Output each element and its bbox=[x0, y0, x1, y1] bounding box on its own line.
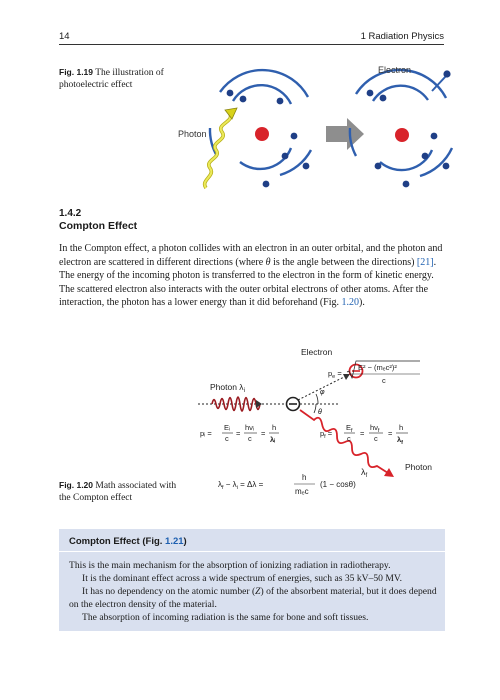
electron-out-label: Electron bbox=[301, 347, 333, 357]
svg-text:Ef: $E_f$ bbox=[346, 423, 353, 434]
para-text-2: is the angle between the directions) bbox=[270, 256, 417, 268]
box-line-1: This is the main mechanism for the absorption of ionizing radiation in radiotherapy. bbox=[69, 560, 391, 571]
nucleus-left bbox=[255, 127, 269, 141]
theta-symbol: θ bbox=[265, 256, 271, 268]
svg-text:hνf: $h\nu_f$ bbox=[370, 423, 380, 434]
box-line-4: The absorption of incoming radiation is the same for bone and soft tissues. bbox=[82, 612, 369, 623]
box-body bbox=[69, 559, 439, 624]
fig20-caption-label: Fig. 1.20 bbox=[59, 480, 94, 490]
photon-in-label: Photon $\lambda_i$ bbox=[210, 382, 245, 394]
theta-label: θ bbox=[318, 409, 322, 416]
svg-text:hνᵢ: hνᵢ bbox=[245, 423, 255, 432]
lambda-f-label: $\lambda_f$ bbox=[361, 467, 368, 479]
incoming-photon-wave bbox=[212, 397, 260, 411]
ejected-electron bbox=[443, 70, 450, 77]
electron-label: Electron bbox=[378, 65, 412, 75]
phi-label: φ bbox=[320, 389, 325, 396]
section-title: Compton Effect bbox=[59, 220, 138, 232]
para-text-3: . The energy of the incoming photon is transferred to the electron in the form of kinetic energy. The scattered electron also interacts with the outer orbital electrons of other atoms. After the interaction, the photon has a lower energy than it did beforehand (Fig. bbox=[59, 256, 437, 309]
para-text-4: ). bbox=[359, 297, 365, 309]
fig20-compton-diagram bbox=[180, 340, 448, 502]
svg-text:c: c bbox=[248, 434, 252, 443]
fig20-caption-text: Math associated with the Compton effect bbox=[59, 481, 177, 503]
compton-summary-box bbox=[59, 529, 445, 631]
fig19-caption-text: The illustration of photoelectric effect bbox=[59, 68, 164, 90]
eq-wavelength-shift bbox=[218, 473, 356, 496]
chapter-title: 1 Radiation Physics bbox=[360, 31, 444, 42]
fig19-photoelectric-illustration bbox=[170, 58, 460, 190]
fig20-caption bbox=[59, 479, 189, 504]
section-number: 1.4.2 bbox=[59, 208, 82, 219]
photon-label: Photon bbox=[178, 129, 207, 139]
svg-text:λf − λi = Δλ =: $\lambda_f - \lambda_i = \Delta\lambda$ = bbox=[218, 480, 264, 491]
box-figure-link[interactable]: 1.21 bbox=[165, 536, 184, 547]
svg-text:pᵢ =: pᵢ = bbox=[200, 429, 212, 438]
svg-text:λf: $\lambda_f$ bbox=[397, 435, 404, 446]
svg-text:c: c bbox=[382, 376, 386, 385]
svg-text:c: c bbox=[347, 434, 351, 443]
fig19-caption-label: Fig. 1.19 bbox=[59, 67, 94, 77]
atom-after bbox=[350, 70, 452, 187]
svg-text:pf =: $p_f$ = bbox=[320, 429, 333, 440]
header-rule bbox=[59, 44, 444, 45]
svg-text:c: c bbox=[374, 434, 378, 443]
svg-text:Eᵢ: Eᵢ bbox=[224, 423, 231, 432]
fig19-caption bbox=[59, 66, 179, 91]
svg-text:h: h bbox=[302, 473, 307, 482]
atom-before bbox=[210, 70, 311, 187]
svg-text:=: = bbox=[360, 429, 365, 438]
nucleus-right bbox=[395, 128, 409, 142]
svg-text:=: = bbox=[261, 429, 266, 438]
svg-text:=: = bbox=[236, 429, 241, 438]
eq-electron-momentum bbox=[328, 361, 420, 385]
page-number: 14 bbox=[59, 31, 70, 42]
svg-text:h: h bbox=[399, 423, 404, 432]
svg-text:=: = bbox=[388, 429, 393, 438]
svg-text:(1 − cosθ): (1 − cosθ) bbox=[320, 480, 356, 489]
eq-incident-momentum bbox=[200, 423, 279, 444]
citation-link[interactable]: [21] bbox=[416, 256, 434, 268]
figure-link[interactable]: 1.20 bbox=[341, 297, 360, 309]
box-line-2: It is the dominant effect across a wide spectrum of energies, such as 35 kV–50 MV. bbox=[82, 573, 402, 584]
svg-text:c: c bbox=[225, 434, 229, 443]
box-title: Compton Effect (Fig. 1.21) bbox=[69, 536, 187, 547]
svg-text:λᵢ: λᵢ bbox=[270, 435, 276, 444]
eq-final-momentum bbox=[320, 423, 408, 446]
box-divider bbox=[59, 551, 445, 552]
para-text-1: In the Compton effect, a photon collides with an electron in an outer orbital, and the photon and electron are scattered in different directions (where bbox=[59, 243, 443, 268]
box-line-3: It has no dependency on the atomic number (Z) of the absorbent material, but it does depend on the electron density of the material. bbox=[69, 586, 437, 610]
svg-text:h: h bbox=[272, 423, 277, 432]
body-paragraph bbox=[59, 242, 445, 310]
svg-text:E² − (mₑc²)²: E² − (mₑc²)² bbox=[358, 363, 397, 372]
svg-text:mₑc: mₑc bbox=[295, 487, 309, 496]
transition-arrow bbox=[326, 118, 364, 150]
photon-out-label: Photon bbox=[405, 462, 432, 472]
svg-text:pe =: $p_e$ = bbox=[328, 369, 342, 380]
